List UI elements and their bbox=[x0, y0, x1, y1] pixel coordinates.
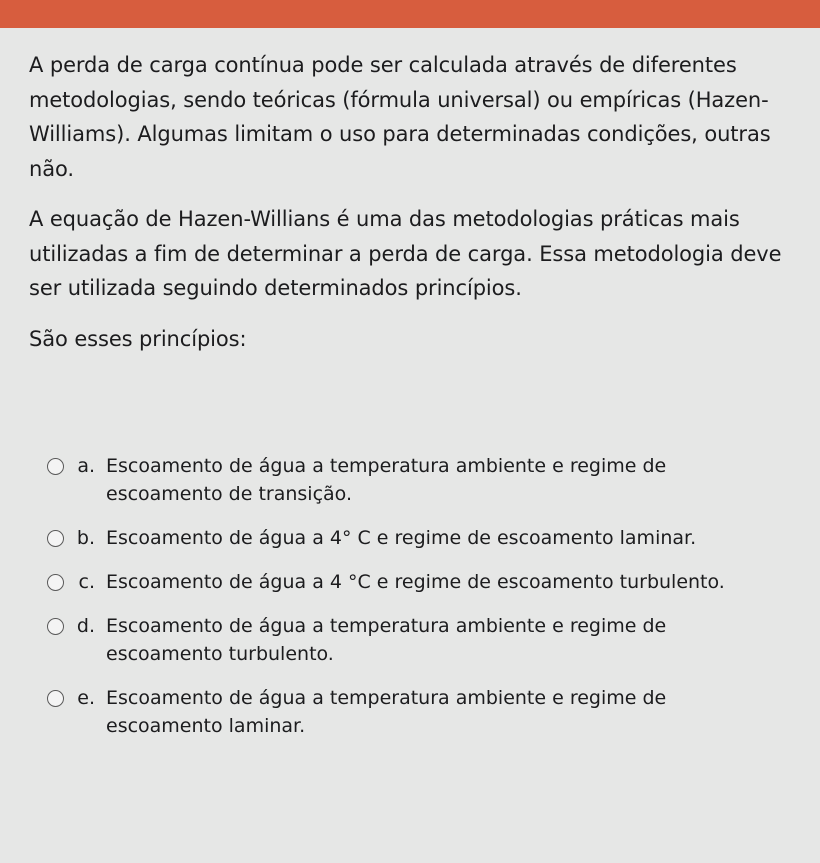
option-e[interactable] bbox=[47, 684, 787, 740]
option-text[interactable]: Escoamento de água a temperatura ambiente e regime de escoamento de transição. bbox=[106, 455, 667, 505]
option-text[interactable]: Escoamento de água a 4° C e regime de escoamento laminar. bbox=[106, 527, 697, 549]
radio-button-b[interactable] bbox=[47, 530, 64, 547]
option-text[interactable]: Escoamento de água a 4 °C e regime de escoamento turbulento. bbox=[106, 571, 725, 593]
option-letter: d. bbox=[76, 615, 95, 637]
header-accent-bar bbox=[0, 0, 820, 28]
option-b[interactable] bbox=[47, 524, 787, 552]
option-letter: c. bbox=[78, 571, 95, 593]
option-letter: b. bbox=[76, 527, 95, 549]
option-a[interactable] bbox=[47, 452, 787, 508]
option-text[interactable]: Escoamento de água a temperatura ambiente e regime de escoamento turbulento. bbox=[106, 615, 667, 665]
radio-button-d[interactable] bbox=[47, 618, 64, 635]
question-paragraph: A perda de carga contínua pode ser calculada através de diferentes metodologias, sendo teóricas (fórmula universal) ou empíricas (Hazen-Williams). Algumas limitam o uso para determinadas condições, outras não. bbox=[29, 53, 771, 181]
option-letter: e. bbox=[77, 687, 95, 709]
question-prompt: São esses princípios: bbox=[29, 326, 247, 351]
question-text bbox=[29, 48, 799, 356]
question-paragraph: A equação de Hazen-Willians é uma das metodologias práticas mais utilizadas a fim de determinar a perda de carga. Essa metodologia deve ser utilizada seguindo determinados princípios. bbox=[29, 207, 782, 300]
radio-button-a[interactable] bbox=[47, 458, 64, 475]
option-d[interactable] bbox=[47, 612, 787, 668]
option-text[interactable]: Escoamento de água a temperatura ambiente e regime de escoamento laminar. bbox=[106, 687, 667, 737]
option-letter: a. bbox=[77, 455, 95, 477]
option-c[interactable] bbox=[47, 568, 787, 596]
radio-button-c[interactable] bbox=[47, 574, 64, 591]
radio-button-e[interactable] bbox=[47, 690, 64, 707]
answer-options bbox=[47, 452, 787, 756]
